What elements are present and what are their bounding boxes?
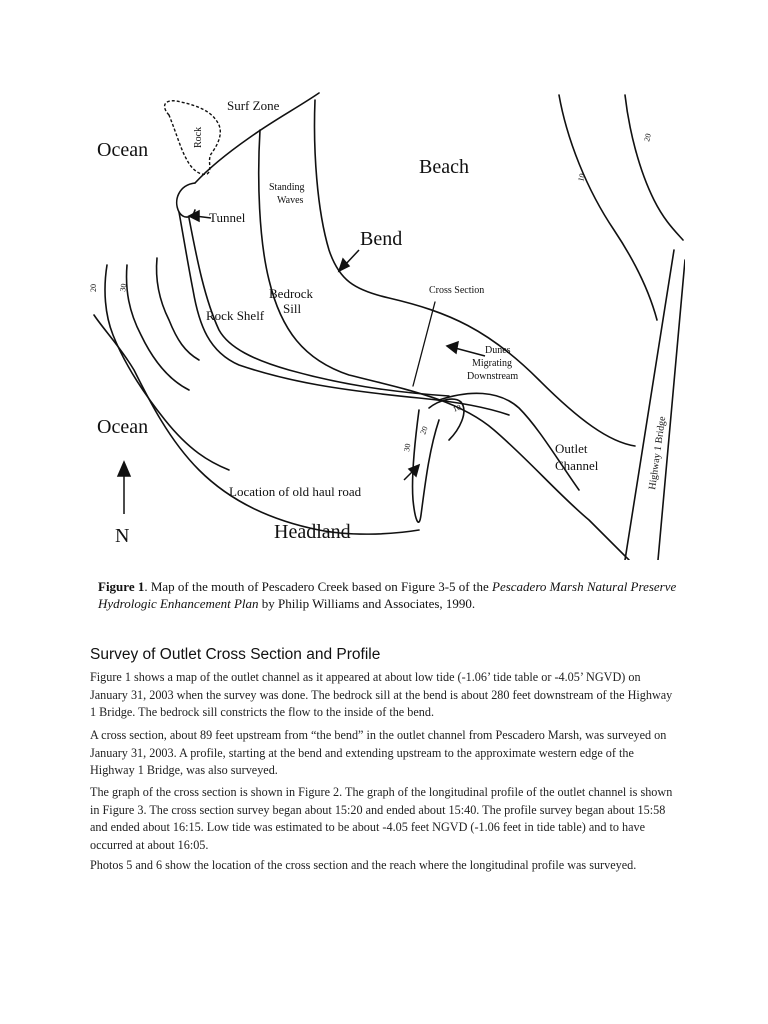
label-bend: Bend bbox=[360, 228, 403, 250]
label-tunnel: Tunnel bbox=[209, 210, 246, 225]
figure-caption-text-b: by Philip Williams and Associates, 1990. bbox=[258, 596, 476, 611]
label-standing-waves-2: Waves bbox=[277, 195, 304, 206]
map-background bbox=[89, 90, 685, 560]
label-surf-zone: Surf Zone bbox=[227, 98, 280, 113]
label-dunes-2: Migrating bbox=[472, 358, 512, 369]
label-bedrock-sill-1: Bedrock bbox=[269, 286, 314, 301]
section-heading: Survey of Outlet Cross Section and Profile bbox=[90, 646, 381, 663]
label-contour-10-mid: 10 bbox=[451, 402, 463, 414]
label-bedrock-sill-2: Sill bbox=[283, 301, 302, 316]
label-headland: Headland bbox=[274, 521, 351, 543]
figure-caption bbox=[98, 578, 688, 612]
label-ocean-top: Ocean bbox=[97, 139, 149, 161]
label-highway-bridge: Highway 1 Bridge bbox=[647, 415, 669, 491]
label-contour-30-mid: 30 bbox=[402, 442, 413, 453]
label-contour-20-top: 20 bbox=[642, 132, 654, 143]
label-north: N bbox=[115, 525, 130, 547]
label-contour-20-left: 20 bbox=[89, 284, 98, 292]
label-rock: Rock bbox=[193, 126, 204, 148]
label-ocean-bottom: Ocean bbox=[97, 416, 149, 438]
label-dunes-1: Dunes bbox=[485, 345, 511, 356]
paragraph-4: Photos 5 and 6 show the location of the cross section and the reach where the longitudinal profile was surveyed. bbox=[90, 858, 637, 872]
paragraph-3: The graph of the cross section is shown in Figure 2. The graph of the longitudinal profile of the outlet channel is shown in Figure 3. The cross section survey began about 15:20 and ended about 15:40. The profile survey began about 15:58 and ended about 16:15. Low tide was estimated to be about -4.05 feet NGVD (-1.06 feet in tide table) and to have occurred at about 16:05. bbox=[90, 785, 673, 852]
label-contour-20-mid: 20 bbox=[418, 425, 430, 436]
figure-caption-label: Figure 1 bbox=[98, 579, 145, 594]
figure-caption-source-title: Pescadero Marsh Natural Preserve Hydrologic Enhancement Plan bbox=[98, 579, 677, 611]
label-standing-waves-1: Standing bbox=[269, 182, 305, 193]
label-contour-10-top: 10 bbox=[576, 172, 588, 183]
paragraph-1: Figure 1 shows a map of the outlet channel as it appeared at about low tide (-1.06’ tide table or -4.05’ NGVD) on January 31, 2003 when the survey was done. The bedrock sill at the bend is about 280 feet downstream of the Highway 1 Bridge. The bedrock sill constricts the flow to the inside of the bend. bbox=[90, 670, 673, 719]
figure-caption-text-a: . Map of the mouth of Pescadero Creek based on Figure 3-5 of the bbox=[144, 579, 493, 594]
label-haul-road: Location of old haul road bbox=[229, 484, 362, 499]
map-drawing bbox=[89, 90, 685, 560]
label-beach: Beach bbox=[419, 156, 469, 178]
label-contour-30-left: 30 bbox=[118, 282, 129, 293]
label-dunes-3: Downstream bbox=[467, 371, 519, 382]
paragraph-2: A cross section, about 89 feet upstream from “the bend” in the outlet channel from Pescadero Marsh, was surveyed on January 31, 2003. A profile, starting at the bend and extending upstream to the approximate western edge of the Highway 1 Bridge, was also surveyed. bbox=[90, 728, 667, 777]
label-rock-shelf: Rock Shelf bbox=[206, 308, 265, 323]
label-outlet-2: Channel bbox=[555, 458, 599, 473]
label-outlet-1: Outlet bbox=[555, 441, 588, 456]
figure-1-map bbox=[89, 90, 685, 560]
label-cross-section: Cross Section bbox=[429, 285, 485, 296]
